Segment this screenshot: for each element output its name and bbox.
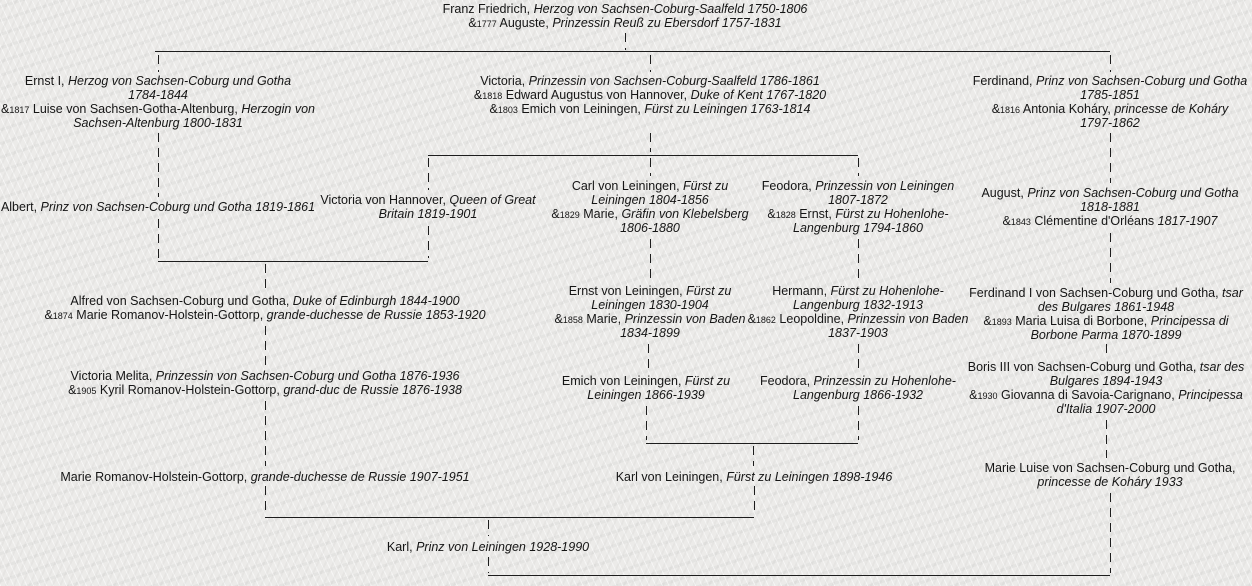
tree-vertical-connector <box>650 55 651 72</box>
person-title-text: Leiningen 1804-1856 <box>591 193 709 207</box>
person-node-ferdinand-coburg[interactable] <box>973 74 1247 130</box>
person-node-karl-leiningen[interactable] <box>616 470 893 484</box>
tree-horizontal-connector <box>428 155 858 156</box>
tree-vertical-connector <box>158 219 159 258</box>
marriage-year: 1817 <box>9 105 30 115</box>
person-title-text: Fürst zu Leiningen 1898-1946 <box>726 470 893 484</box>
person-node-ernst-i[interactable] <box>1 74 315 130</box>
person-text-line <box>981 200 1238 214</box>
marriage-ampersand: & <box>747 312 756 326</box>
person-text-line <box>762 207 955 221</box>
person-title-text: Langenburg 1832-1913 <box>793 298 923 312</box>
person-text-line <box>973 74 1247 88</box>
marriage-year: 1843 <box>1010 217 1031 227</box>
person-text-line <box>973 116 1247 130</box>
person-title-text: Langenburg 1794-1860 <box>793 221 923 235</box>
person-title-text: d'Italia 1907-2000 <box>1056 402 1156 416</box>
person-text-line <box>973 88 1247 102</box>
person-title-text: 1784-1844 <box>128 88 188 102</box>
person-text-line <box>551 193 748 207</box>
person-title-text: des Bulgares 1861-1948 <box>1037 300 1175 314</box>
person-title-text: princesse de Koháry <box>1114 102 1229 116</box>
person-text-line <box>320 207 535 221</box>
person-title-text: Prinzessin von Baden <box>624 312 746 326</box>
marriage-ampersand: & <box>468 16 477 30</box>
person-title-text: Herzog von Sachsen-Coburg-Saalfeld 1750-1806 <box>533 2 808 16</box>
tree-vertical-connector <box>625 33 626 50</box>
person-text-line <box>969 328 1243 342</box>
tree-horizontal-connector <box>265 517 754 518</box>
person-title-text: Leiningen 1866-1939 <box>587 388 705 402</box>
tree-vertical-connector <box>265 264 266 291</box>
tree-horizontal-connector <box>488 575 1110 576</box>
person-name-text: Luise von Sachsen-Gotha-Altenburg, <box>29 102 242 116</box>
person-node-feodora-leiningen[interactable] <box>762 179 955 235</box>
person-text-line <box>748 312 969 326</box>
person-name-text: Marie, <box>582 312 625 326</box>
person-name-text: Giovanna di Savoia-Carignano, <box>997 388 1179 402</box>
person-name-text: Leopoldine, <box>775 312 848 326</box>
person-text-line <box>1 200 315 214</box>
person-text-line <box>748 326 969 340</box>
tree-vertical-connector <box>650 133 651 152</box>
marriage-ampersand: & <box>991 102 1001 116</box>
person-text-line <box>981 214 1238 228</box>
person-title-text: Britain 1819-1901 <box>378 207 478 221</box>
tree-horizontal-connector <box>155 51 1110 52</box>
tree-vertical-connector <box>858 344 859 371</box>
person-text-line <box>474 88 826 102</box>
person-title-text: 1807-1872 <box>828 193 888 207</box>
tree-vertical-connector <box>858 158 859 176</box>
tree-vertical-connector <box>428 226 429 258</box>
person-text-line <box>555 298 746 312</box>
marriage-ampersand: & <box>473 88 483 102</box>
person-text-line <box>985 461 1236 475</box>
person-text-line <box>1 116 315 130</box>
marriage-ampersand: & <box>969 388 978 402</box>
person-node-august-coburg[interactable] <box>981 186 1238 228</box>
person-text-line <box>474 102 826 116</box>
tree-vertical-connector <box>488 557 489 573</box>
person-text-line <box>551 207 748 221</box>
person-title-text: Sachsen-Altenburg 1800-1831 <box>73 116 243 130</box>
person-text-line <box>320 193 535 207</box>
marriage-year: 1858 <box>562 315 583 325</box>
person-name-text: Marie Luise von Sachsen-Coburg und Gotha, <box>984 461 1236 475</box>
person-name-text: Karl von Leiningen, <box>615 470 727 484</box>
person-title-text: Principessa <box>1178 388 1243 402</box>
person-text-line <box>551 221 748 235</box>
marriage-year: 1862 <box>755 315 776 325</box>
person-text-line <box>555 284 746 298</box>
person-text-line <box>985 475 1236 489</box>
person-title-text: Fürst zu Hohenlohe- <box>830 284 944 298</box>
person-text-line <box>555 312 746 326</box>
person-text-line <box>443 2 808 16</box>
person-name-text: Emich von Leiningen, <box>517 102 645 116</box>
person-node-boris-iii[interactable] <box>968 360 1245 416</box>
person-title-text: Herzog von Sachsen-Coburg und Gotha <box>68 74 292 88</box>
person-text-line <box>760 388 956 402</box>
person-name-text: Feodora, <box>761 179 816 193</box>
person-node-ernst-leiningen[interactable] <box>555 284 746 340</box>
tree-vertical-connector <box>158 55 159 72</box>
person-title-text: 1817-1907 <box>1157 214 1218 228</box>
person-node-karl-prinz-leiningen[interactable] <box>387 540 589 554</box>
person-title-text: princesse de Koháry 1933 <box>1037 475 1183 489</box>
person-title-text: 1797-1862 <box>1080 116 1140 130</box>
person-title-text: Prinzessin von Sachsen-Coburg-Saalfeld 1786-1861 <box>528 74 820 88</box>
person-title-text: Prinzessin von Leiningen <box>815 179 955 193</box>
person-node-carl-leiningen[interactable] <box>551 179 748 235</box>
person-title-text: 1818-1881 <box>1080 200 1140 214</box>
person-title-text: Prinz von Sachsen-Coburg und Gotha 1819-1861 <box>40 200 316 214</box>
person-name-text: Albert, <box>0 200 41 214</box>
tree-horizontal-connector <box>158 261 428 262</box>
person-name-text: Marie, <box>579 207 622 221</box>
person-text-line <box>562 388 730 402</box>
tree-vertical-connector <box>650 239 651 281</box>
person-title-text: Borbone Parma 1870-1899 <box>1030 328 1182 342</box>
person-text-line <box>551 179 748 193</box>
person-name-text: August, <box>981 186 1028 200</box>
person-text-line <box>748 298 969 312</box>
person-name-text: Carl von Leiningen, <box>571 179 684 193</box>
person-title-text: grande-duchesse de Russie 1907-1951 <box>250 470 470 484</box>
person-title-text: Prinz von Sachsen-Coburg und Gotha <box>1027 186 1239 200</box>
person-text-line <box>1 74 315 88</box>
person-text-line <box>1 102 315 116</box>
marriage-year: 1905 <box>76 386 97 396</box>
marriage-year: 1829 <box>559 210 580 220</box>
person-text-line <box>969 300 1243 314</box>
person-node-marie-luise[interactable] <box>985 461 1236 489</box>
marriage-ampersand: & <box>551 207 560 221</box>
person-title-text: Fürst zu Hohenlohe- <box>835 207 949 221</box>
marriage-ampersand: & <box>44 308 53 322</box>
person-title-text: Fürst zu Leiningen 1763-1814 <box>644 102 811 116</box>
tree-vertical-connector <box>753 446 754 466</box>
marriage-ampersand: & <box>1002 214 1011 228</box>
tree-vertical-connector <box>265 326 266 366</box>
person-node-victoria-coburg[interactable] <box>474 74 826 116</box>
marriage-year: 1818 <box>482 91 503 101</box>
person-text-line <box>969 286 1243 300</box>
person-node-franz-friedrich[interactable] <box>443 2 808 30</box>
person-name-text: Clémentine d'Orléans <box>1030 214 1158 228</box>
tree-vertical-connector <box>428 158 429 190</box>
person-name-text: Auguste, <box>496 16 553 30</box>
tree-horizontal-connector <box>646 443 858 444</box>
person-title-text: Gräfin von Klebelsberg <box>621 207 749 221</box>
marriage-ampersand: & <box>767 207 776 221</box>
tree-vertical-connector <box>488 520 489 536</box>
person-text-line <box>44 294 485 308</box>
marriage-year: 1816 <box>1000 105 1021 115</box>
person-node-alfred-coburg[interactable] <box>44 294 485 322</box>
tree-vertical-connector <box>858 406 859 440</box>
person-name-text: Hermann, <box>772 284 831 298</box>
person-text-line <box>68 383 462 397</box>
person-name-text: Ferdinand, <box>972 74 1036 88</box>
person-text-line <box>760 374 956 388</box>
marriage-ampersand: & <box>554 312 563 326</box>
person-text-line <box>968 388 1245 402</box>
marriage-year: 1893 <box>991 317 1012 327</box>
marriage-ampersand: & <box>1 102 10 116</box>
person-name-text: Victoria Melita, <box>70 369 156 383</box>
person-title-text: tsar <box>1222 286 1243 300</box>
person-text-line <box>968 360 1245 374</box>
person-text-line <box>60 470 469 484</box>
person-text-line <box>762 193 955 207</box>
person-title-text: 1785-1851 <box>1080 88 1140 102</box>
person-title-text: Prinz von Sachsen-Coburg und Gotha <box>1035 74 1248 88</box>
tree-vertical-connector <box>1110 133 1111 183</box>
person-title-text: Queen of Great <box>449 193 536 207</box>
person-name-text: Marie Romanov-Holstein-Gottorp, <box>72 308 267 322</box>
person-title-text: Prinzessin Reuß zu Ebersdorf 1757-1831 <box>552 16 782 30</box>
person-name-text: Marie Romanov-Holstein-Gottorp, <box>60 470 251 484</box>
person-title-text: Principessa di <box>1150 314 1229 328</box>
person-title-text: Prinzessin von Sachsen-Coburg und Gotha 1876-1936 <box>155 369 460 383</box>
person-title-text: Duke of Edinburgh 1844-1900 <box>292 294 460 308</box>
person-text-line <box>981 186 1238 200</box>
person-title-text: Herzogin von <box>241 102 315 116</box>
person-text-line <box>762 221 955 235</box>
person-text-line <box>68 369 462 383</box>
person-node-marie-romanov[interactable] <box>60 470 469 484</box>
tree-vertical-connector <box>265 401 266 466</box>
person-name-text: Karl, <box>386 540 417 554</box>
person-name-text: Antonia Koháry, <box>1020 102 1115 116</box>
person-title-text: Fürst zu <box>686 284 732 298</box>
person-node-ferdinand-i-bulgaria[interactable] <box>969 286 1243 342</box>
tree-vertical-connector <box>858 239 859 281</box>
marriage-year: 1777 <box>476 19 497 29</box>
person-text-line <box>968 402 1245 416</box>
person-name-text: Edward Augustus von Hannover, <box>502 88 691 102</box>
marriage-year: 1828 <box>775 210 796 220</box>
person-title-text: Fürst zu <box>683 179 729 193</box>
person-title-text: Leiningen 1830-1904 <box>591 298 709 312</box>
person-text-line <box>387 540 589 554</box>
person-name-text: Ferdinand I von Sachsen-Coburg und Gotha, <box>969 286 1223 300</box>
person-text-line <box>616 470 893 484</box>
person-text-line <box>748 284 969 298</box>
person-text-line <box>969 314 1243 328</box>
person-name-text: Ernst von Leiningen, <box>568 284 687 298</box>
person-name-text: Victoria von Hannover, <box>320 193 450 207</box>
tree-vertical-connector <box>1110 493 1111 573</box>
person-name-text: Boris III von Sachsen-Coburg und Gotha, <box>967 360 1200 374</box>
tree-vertical-connector <box>1106 344 1107 357</box>
person-name-text: Ernst, <box>795 207 836 221</box>
marriage-year: 1930 <box>977 391 998 401</box>
person-title-text: Duke of Kent 1767-1820 <box>690 88 827 102</box>
person-text-line <box>762 179 955 193</box>
tree-vertical-connector <box>158 133 159 197</box>
tree-vertical-connector <box>265 486 266 514</box>
person-node-victoria-melita[interactable] <box>68 369 462 397</box>
person-title-text: 1834-1899 <box>620 326 680 340</box>
tree-vertical-connector <box>648 344 649 371</box>
person-text-line <box>443 16 808 30</box>
marriage-ampersand: & <box>983 314 992 328</box>
person-title-text: grand-duc de Russie 1876-1938 <box>283 383 462 397</box>
person-name-text: Kyril Romanov-Holstein-Gottorp, <box>96 383 284 397</box>
person-text-line <box>1 88 315 102</box>
person-node-emich-leiningen[interactable] <box>562 374 730 402</box>
person-title-text: 1806-1880 <box>620 221 680 235</box>
marriage-year: 1803 <box>497 105 518 115</box>
tree-vertical-connector <box>1106 420 1107 458</box>
marriage-year: 1874 <box>52 311 73 321</box>
person-name-text: Alfred von Sachsen-Coburg und Gotha, <box>70 294 293 308</box>
person-title-text: Prinzessin von Baden <box>847 312 969 326</box>
person-title-text: Prinz von Leiningen 1928-1990 <box>416 540 590 554</box>
tree-vertical-connector <box>1110 233 1111 283</box>
marriage-ampersand: & <box>68 383 77 397</box>
person-name-text: Emich von Leiningen, <box>561 374 685 388</box>
person-name-text: Feodora, <box>760 374 814 388</box>
person-node-albert[interactable] <box>1 200 315 214</box>
person-title-text: tsar des <box>1199 360 1245 374</box>
person-text-line <box>562 374 730 388</box>
person-name-text: Ernst I, <box>24 74 68 88</box>
person-text-line <box>968 374 1245 388</box>
tree-vertical-connector <box>650 158 651 176</box>
person-text-line <box>474 74 826 88</box>
person-title-text: grande-duchesse de Russie 1853-1920 <box>266 308 486 322</box>
person-title-text: Fürst zu <box>684 374 731 388</box>
person-name-text: Franz Friedrich, <box>442 2 534 16</box>
person-title-text: 1837-1903 <box>828 326 888 340</box>
person-title-text: Langenburg 1866-1932 <box>793 388 923 402</box>
tree-vertical-connector <box>646 406 647 440</box>
person-name-text: Victoria, <box>480 74 529 88</box>
person-text-line <box>44 308 485 322</box>
person-node-hermann-hohenlohe[interactable] <box>748 284 969 340</box>
person-title-text: Bulgares 1894-1943 <box>1049 374 1163 388</box>
person-name-text: Maria Luisa di Borbone, <box>1011 314 1151 328</box>
person-node-victoria-hannover[interactable] <box>320 193 535 221</box>
person-title-text: Prinzessin zu Hohenlohe- <box>813 374 956 388</box>
person-text-line <box>555 326 746 340</box>
person-node-feodora-hohenlohe[interactable] <box>760 374 956 402</box>
person-text-line <box>973 102 1247 116</box>
tree-vertical-connector <box>754 486 755 514</box>
tree-vertical-connector <box>1110 55 1111 72</box>
marriage-ampersand: & <box>489 102 498 116</box>
